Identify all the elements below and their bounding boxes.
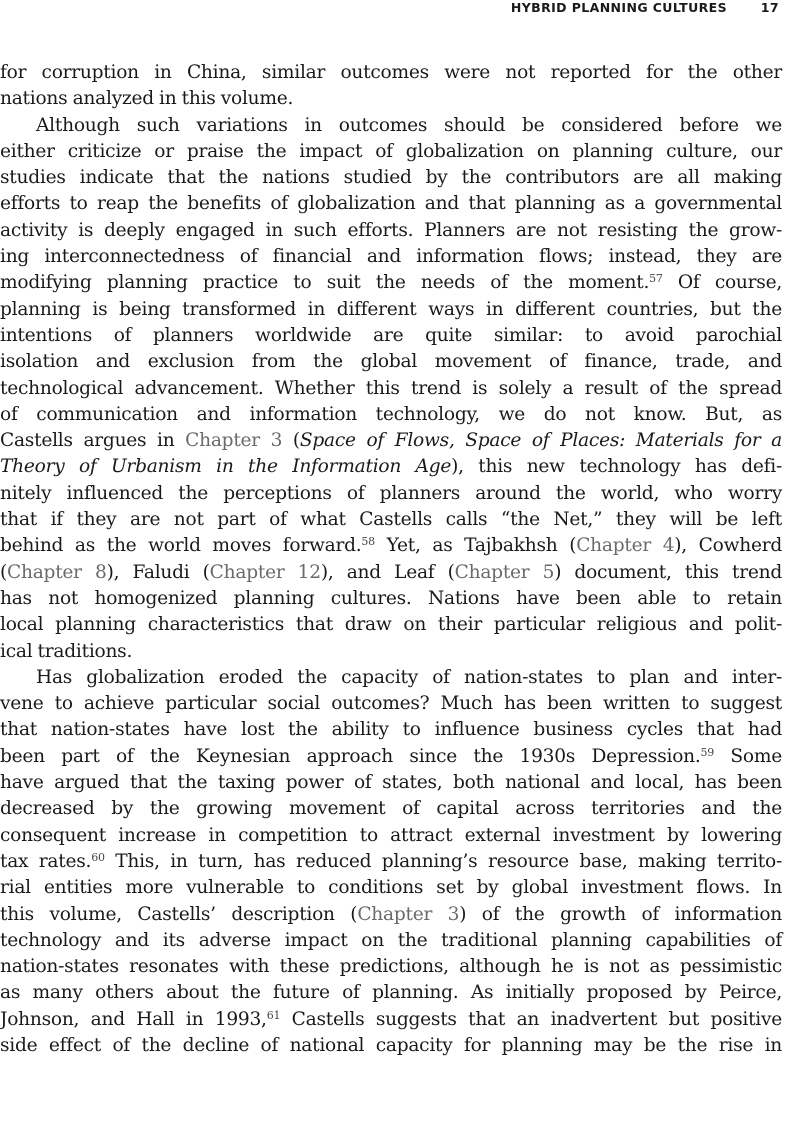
paragraph-2-line: intentions of planners worldwide are quite similar: to avoid parochial — [0, 324, 782, 346]
paragraph-2-line: isolation and exclusion from the global movement of finance, trade, and — [0, 351, 782, 373]
paragraph-3-line — [0, 902, 782, 928]
text-run: ( — [0, 561, 8, 583]
paragraph-2-line: activity is deeply engaged in such efforts. Planners are not resisting the grow- — [0, 219, 782, 241]
text-run: ) of the growth of information — [459, 903, 782, 925]
text-run: behind as the world moves forward. — [0, 535, 362, 557]
text-run: This, in turn, has reduced planning’s resource base, making territo- — [104, 850, 783, 872]
text-run: Of course, — [662, 272, 783, 294]
paragraph-3-line: Has globalization eroded the capacity of nation-states to plan and inter- — [36, 666, 782, 688]
paragraph-3-line — [0, 849, 782, 875]
paragraph-2-line — [0, 560, 782, 586]
text-run: ), Cowherd — [674, 535, 783, 557]
text-run: tax rates. — [0, 850, 92, 872]
paragraph-3-line: that nation-states have lost the ability to influence business cycles that had — [0, 719, 782, 741]
paragraph-3-line: as many others about the future of planning. As initially proposed by Peirce, — [0, 982, 782, 1004]
chapter-title-italic: Space of Flows, Space of Places: Materials for a — [299, 430, 782, 452]
text-run: Castells suggests that an inadvertent but positive — [280, 1008, 783, 1030]
running-head — [0, 0, 785, 20]
paragraph-2-line: ing interconnectedness of financial and information flows; instead, they are — [0, 246, 782, 268]
chapter-12-link[interactable]: Chapter 12 — [209, 561, 321, 583]
text-run: Johnson, and Hall in 1993, — [0, 1008, 267, 1030]
paragraph-2-line: Although such variations in outcomes should be considered before we — [36, 114, 782, 136]
chapter-8-link[interactable]: Chapter 8 — [7, 561, 107, 583]
paragraph-2-line: efforts to reap the benefits of globalization and that planning as a governmental — [0, 193, 782, 215]
footnote-ref-61[interactable]: 61 — [266, 1008, 281, 1022]
paragraph-1-line: nations analyzed in this volume. — [0, 88, 294, 110]
paragraph-2-line: planning is being transformed in different ways in different countries, but the — [0, 298, 782, 320]
chapter-4-link[interactable]: Chapter 4 — [576, 535, 675, 557]
text-run: ( — [282, 430, 300, 452]
paragraph-2-line — [0, 428, 782, 454]
paragraph-2-line: has not homogenized planning cultures. Nations have been able to retain — [0, 587, 782, 609]
chapter-5-link[interactable]: Chapter 5 — [454, 561, 555, 583]
text-run: been part of the Keynesian approach since the 1930s Depression. — [0, 745, 701, 767]
text-run: modifying planning practice to suit the needs of the moment. — [0, 272, 650, 294]
text-run: ), and Leaf ( — [320, 561, 455, 583]
paragraph-2-line — [0, 270, 782, 296]
paragraph-2-line: that if they are not part of what Castells calls “the Net,” they will be left — [0, 509, 782, 531]
footnote-ref-58[interactable]: 58 — [361, 535, 375, 549]
paragraph-3-line: have argued that the taxing power of states, both national and local, has been — [0, 772, 782, 794]
paragraph-3-line: consequent increase in competition to attract external investment by lowering — [0, 824, 782, 846]
text-run: ), Faludi ( — [106, 561, 210, 583]
page-number: 17 — [760, 0, 779, 15]
footnote-ref-59[interactable]: 59 — [700, 745, 715, 759]
paragraph-3-line — [0, 1007, 782, 1033]
paragraph-3-line — [0, 744, 782, 770]
paragraph-1-line: for corruption in China, similar outcomes were not reported for the other — [0, 62, 782, 83]
paragraph-3-line: nation-states resonates with these predictions, although he is not as pessimistic — [0, 956, 782, 978]
paragraph-2-line — [0, 454, 782, 480]
paragraph-2-line: ical traditions. — [0, 640, 133, 662]
paragraph-2-line: local planning characteristics that draw on their particular religious and polit- — [0, 614, 782, 636]
chapter-3-link[interactable]: Chapter 3 — [357, 903, 460, 925]
paragraph-2-line — [0, 533, 782, 559]
chapter-3-link[interactable]: Chapter 3 — [185, 430, 283, 452]
text-run: ), this new technology has defi- — [451, 456, 783, 478]
paragraph-3-line: vene to achieve particular social outcomes? Much has been written to suggest — [0, 693, 782, 715]
paragraph-2-line: nitely influenced the perceptions of planners around the world, who worry — [0, 482, 782, 504]
chapter-title-italic: Theory of Urbanism in the Information Age — [0, 456, 452, 478]
paragraph-3-line: technology and its adverse impact on the traditional planning capabilities of — [0, 929, 782, 951]
paragraph-2-line: studies indicate that the nations studied by the contributors are all making — [0, 167, 782, 189]
paragraph-2-line: of communication and information technology, we do not know. But, as — [0, 403, 782, 425]
text-run: Some — [714, 745, 782, 767]
paragraph-3-line: decreased by the growing movement of capital across territories and the — [0, 798, 782, 820]
paragraph-2-line: technological advancement. Whether this trend is solely a result of the spread — [0, 377, 782, 399]
paragraph-3-line: rial entities more vulnerable to conditions set by global investment flows. In — [0, 877, 782, 899]
paragraph-3-line: side effect of the decline of national capacity for planning may be the rise in — [0, 1034, 782, 1056]
body-text — [0, 60, 782, 1059]
text-run: this volume, Castells’ description ( — [0, 903, 358, 925]
text-run: ) document, this trend — [554, 561, 782, 583]
text-run: Yet, as Tajbakhsh ( — [374, 535, 577, 557]
footnote-ref-60[interactable]: 60 — [91, 850, 105, 864]
footnote-ref-57[interactable]: 57 — [649, 272, 663, 286]
text-run: Castells argues in — [0, 430, 186, 452]
paragraph-2-line: either criticize or praise the impact of globalization on planning culture, our — [0, 140, 782, 162]
running-head-title: HYBRID PLANNING CULTURES — [510, 0, 727, 15]
